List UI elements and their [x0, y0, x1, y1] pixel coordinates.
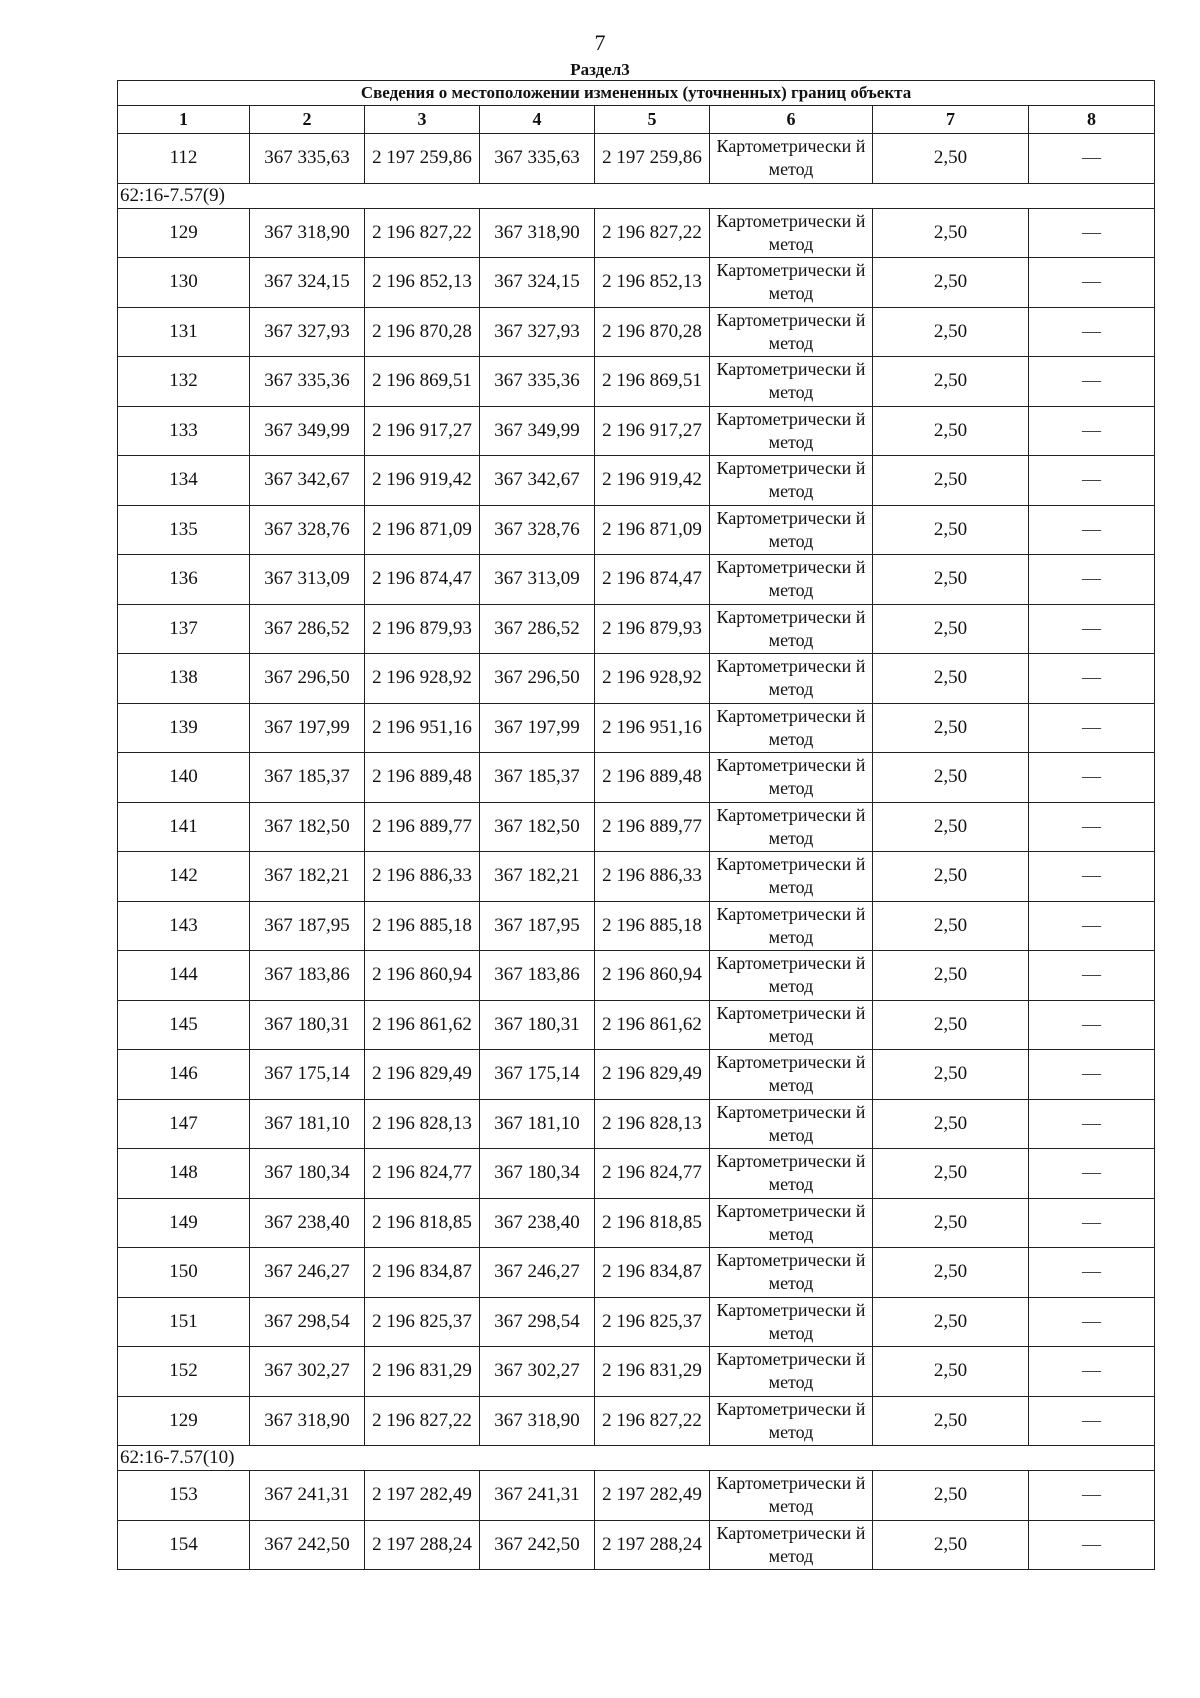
x-coordinate-refined-cell: 367 175,14 — [480, 1050, 595, 1100]
method-cell: Картометрически й метод — [710, 1248, 873, 1298]
method-cell: Картометрически й метод — [710, 505, 873, 555]
accuracy-cell: 2,50 — [873, 1520, 1029, 1570]
x-coordinate-existing-cell: 367 318,90 — [250, 1396, 365, 1446]
y-coordinate-existing-cell: 2 196 818,85 — [365, 1198, 480, 1248]
y-coordinate-refined-cell: 2 196 886,33 — [595, 852, 710, 902]
accuracy-cell: 2,50 — [873, 1248, 1029, 1298]
note-cell: — — [1029, 1520, 1155, 1570]
note-cell: — — [1029, 951, 1155, 1001]
x-coordinate-refined-cell: 367 302,27 — [480, 1347, 595, 1397]
y-coordinate-refined-cell: 2 196 828,13 — [595, 1099, 710, 1149]
y-coordinate-refined-cell: 2 196 889,48 — [595, 753, 710, 803]
point-number-cell: 134 — [118, 456, 250, 506]
method-cell: Картометрически й метод — [710, 1149, 873, 1199]
y-coordinate-refined-cell: 2 196 879,93 — [595, 604, 710, 654]
table-row — [118, 555, 1155, 605]
point-number-cell: 149 — [118, 1198, 250, 1248]
point-number-cell: 136 — [118, 555, 250, 605]
table-caption: Сведения о местоположении измененных (уточненных) границ объекта — [118, 81, 1155, 106]
contour-group-row — [118, 183, 1155, 208]
y-coordinate-existing-cell: 2 196 869,51 — [365, 357, 480, 407]
note-cell: — — [1029, 505, 1155, 555]
point-number-cell: 147 — [118, 1099, 250, 1149]
note-cell: — — [1029, 134, 1155, 184]
method-cell: Картометрически й метод — [710, 1347, 873, 1397]
x-coordinate-existing-cell: 367 238,40 — [250, 1198, 365, 1248]
y-coordinate-refined-cell: 2 196 827,22 — [595, 208, 710, 258]
x-coordinate-existing-cell: 367 187,95 — [250, 901, 365, 951]
x-coordinate-refined-cell: 367 185,37 — [480, 753, 595, 803]
y-coordinate-existing-cell: 2 196 824,77 — [365, 1149, 480, 1199]
note-cell: — — [1029, 208, 1155, 258]
section-title: Раздел3 — [570, 60, 630, 79]
table-row — [118, 753, 1155, 803]
accuracy-cell: 2,50 — [873, 208, 1029, 258]
table-row — [118, 134, 1155, 184]
point-number-cell: 146 — [118, 1050, 250, 1100]
accuracy-cell: 2,50 — [873, 555, 1029, 605]
y-coordinate-refined-cell: 2 196 825,37 — [595, 1297, 710, 1347]
point-number-cell: 153 — [118, 1471, 250, 1521]
x-coordinate-refined-cell: 367 324,15 — [480, 258, 595, 308]
column-number-6: 6 — [710, 106, 873, 134]
x-coordinate-existing-cell: 367 296,50 — [250, 654, 365, 704]
note-cell: — — [1029, 1297, 1155, 1347]
table-row — [118, 1248, 1155, 1298]
accuracy-cell: 2,50 — [873, 1149, 1029, 1199]
x-coordinate-existing-cell: 367 241,31 — [250, 1471, 365, 1521]
point-number-cell: 135 — [118, 505, 250, 555]
x-coordinate-refined-cell: 367 296,50 — [480, 654, 595, 704]
y-coordinate-refined-cell: 2 196 861,62 — [595, 1000, 710, 1050]
x-coordinate-refined-cell: 367 335,63 — [480, 134, 595, 184]
y-coordinate-existing-cell: 2 196 889,48 — [365, 753, 480, 803]
note-cell: — — [1029, 357, 1155, 407]
x-coordinate-existing-cell: 367 197,99 — [250, 703, 365, 753]
note-cell: — — [1029, 901, 1155, 951]
note-cell: — — [1029, 406, 1155, 456]
y-coordinate-refined-cell: 2 196 951,16 — [595, 703, 710, 753]
x-coordinate-refined-cell: 367 180,31 — [480, 1000, 595, 1050]
y-coordinate-refined-cell: 2 197 288,24 — [595, 1520, 710, 1570]
x-coordinate-existing-cell: 367 313,09 — [250, 555, 365, 605]
y-coordinate-existing-cell: 2 196 870,28 — [365, 307, 480, 357]
x-coordinate-refined-cell: 367 187,95 — [480, 901, 595, 951]
y-coordinate-existing-cell: 2 197 259,86 — [365, 134, 480, 184]
x-coordinate-existing-cell: 367 246,27 — [250, 1248, 365, 1298]
x-coordinate-refined-cell: 367 182,21 — [480, 852, 595, 902]
x-coordinate-refined-cell: 367 342,67 — [480, 456, 595, 506]
x-coordinate-existing-cell: 367 327,93 — [250, 307, 365, 357]
table-row — [118, 406, 1155, 456]
y-coordinate-existing-cell: 2 196 871,09 — [365, 505, 480, 555]
y-coordinate-refined-cell: 2 196 831,29 — [595, 1347, 710, 1397]
x-coordinate-existing-cell: 367 302,27 — [250, 1347, 365, 1397]
y-coordinate-existing-cell: 2 196 825,37 — [365, 1297, 480, 1347]
note-cell: — — [1029, 1471, 1155, 1521]
table-row — [118, 1471, 1155, 1521]
table-row — [118, 654, 1155, 704]
method-cell: Картометрически й метод — [710, 1520, 873, 1570]
note-cell: — — [1029, 307, 1155, 357]
accuracy-cell: 2,50 — [873, 654, 1029, 704]
accuracy-cell: 2,50 — [873, 951, 1029, 1001]
y-coordinate-existing-cell: 2 196 874,47 — [365, 555, 480, 605]
method-cell: Картометрически й метод — [710, 1000, 873, 1050]
y-coordinate-refined-cell: 2 196 869,51 — [595, 357, 710, 407]
method-cell: Картометрически й метод — [710, 307, 873, 357]
accuracy-cell: 2,50 — [873, 505, 1029, 555]
accuracy-cell: 2,50 — [873, 1396, 1029, 1446]
table-row — [118, 456, 1155, 506]
table-row — [118, 1520, 1155, 1570]
accuracy-cell: 2,50 — [873, 802, 1029, 852]
table-row — [118, 505, 1155, 555]
x-coordinate-existing-cell: 367 328,76 — [250, 505, 365, 555]
x-coordinate-existing-cell: 367 183,86 — [250, 951, 365, 1001]
method-cell: Картометрически й метод — [710, 1050, 873, 1100]
method-cell: Картометрически й метод — [710, 1297, 873, 1347]
column-number-8: 8 — [1029, 106, 1155, 134]
point-number-cell: 143 — [118, 901, 250, 951]
table-row — [118, 1099, 1155, 1149]
x-coordinate-existing-cell: 367 175,14 — [250, 1050, 365, 1100]
contour-group-row — [118, 1446, 1155, 1471]
method-cell: Картометрически й метод — [710, 555, 873, 605]
accuracy-cell: 2,50 — [873, 307, 1029, 357]
x-coordinate-existing-cell: 367 181,10 — [250, 1099, 365, 1149]
accuracy-cell: 2,50 — [873, 1471, 1029, 1521]
x-coordinate-refined-cell: 367 181,10 — [480, 1099, 595, 1149]
table-row — [118, 357, 1155, 407]
note-cell: — — [1029, 852, 1155, 902]
y-coordinate-refined-cell: 2 196 874,47 — [595, 555, 710, 605]
boundary-coordinates-table — [117, 80, 1155, 1570]
page-number: 7 — [594, 30, 606, 55]
table-row — [118, 852, 1155, 902]
x-coordinate-refined-cell: 367 327,93 — [480, 307, 595, 357]
accuracy-cell: 2,50 — [873, 1099, 1029, 1149]
accuracy-cell: 2,50 — [873, 456, 1029, 506]
note-cell: — — [1029, 258, 1155, 308]
method-cell: Картометрически й метод — [710, 1396, 873, 1446]
x-coordinate-refined-cell: 367 246,27 — [480, 1248, 595, 1298]
contour-label: 62:16-7.57(9) — [118, 183, 1155, 208]
method-cell: Картометрически й метод — [710, 901, 873, 951]
y-coordinate-refined-cell: 2 196 928,92 — [595, 654, 710, 704]
method-cell: Картометрически й метод — [710, 357, 873, 407]
y-coordinate-refined-cell: 2 196 871,09 — [595, 505, 710, 555]
column-number-2: 2 — [250, 106, 365, 134]
x-coordinate-existing-cell: 367 318,90 — [250, 208, 365, 258]
accuracy-cell: 2,50 — [873, 357, 1029, 407]
y-coordinate-refined-cell: 2 196 827,22 — [595, 1396, 710, 1446]
note-cell: — — [1029, 1198, 1155, 1248]
method-cell: Картометрически й метод — [710, 1471, 873, 1521]
note-cell: — — [1029, 802, 1155, 852]
table-row — [118, 1396, 1155, 1446]
column-number-5: 5 — [595, 106, 710, 134]
y-coordinate-existing-cell: 2 196 860,94 — [365, 951, 480, 1001]
note-cell: — — [1029, 703, 1155, 753]
column-number-7: 7 — [873, 106, 1029, 134]
x-coordinate-existing-cell: 367 349,99 — [250, 406, 365, 456]
y-coordinate-existing-cell: 2 196 831,29 — [365, 1347, 480, 1397]
y-coordinate-existing-cell: 2 196 889,77 — [365, 802, 480, 852]
y-coordinate-existing-cell: 2 196 885,18 — [365, 901, 480, 951]
point-number-cell: 140 — [118, 753, 250, 803]
method-cell: Картометрически й метод — [710, 802, 873, 852]
y-coordinate-existing-cell: 2 196 852,13 — [365, 258, 480, 308]
point-number-cell: 141 — [118, 802, 250, 852]
method-cell: Картометрически й метод — [710, 1099, 873, 1149]
y-coordinate-refined-cell: 2 196 829,49 — [595, 1050, 710, 1100]
y-coordinate-existing-cell: 2 196 828,13 — [365, 1099, 480, 1149]
accuracy-cell: 2,50 — [873, 852, 1029, 902]
note-cell: — — [1029, 555, 1155, 605]
x-coordinate-refined-cell: 367 318,90 — [480, 1396, 595, 1446]
x-coordinate-existing-cell: 367 182,21 — [250, 852, 365, 902]
point-number-cell: 151 — [118, 1297, 250, 1347]
point-number-cell: 150 — [118, 1248, 250, 1298]
point-number-cell: 152 — [118, 1347, 250, 1397]
point-number-cell: 154 — [118, 1520, 250, 1570]
x-coordinate-existing-cell: 367 335,36 — [250, 357, 365, 407]
table-row — [118, 604, 1155, 654]
method-cell: Картометрически й метод — [710, 951, 873, 1001]
x-coordinate-refined-cell: 367 313,09 — [480, 555, 595, 605]
table-row — [118, 901, 1155, 951]
x-coordinate-existing-cell: 367 182,50 — [250, 802, 365, 852]
x-coordinate-refined-cell: 367 182,50 — [480, 802, 595, 852]
note-cell: — — [1029, 654, 1155, 704]
column-number-4: 4 — [480, 106, 595, 134]
note-cell: — — [1029, 1396, 1155, 1446]
x-coordinate-refined-cell: 367 298,54 — [480, 1297, 595, 1347]
y-coordinate-existing-cell: 2 196 834,87 — [365, 1248, 480, 1298]
x-coordinate-refined-cell: 367 183,86 — [480, 951, 595, 1001]
method-cell: Картометрически й метод — [710, 852, 873, 902]
note-cell: — — [1029, 753, 1155, 803]
y-coordinate-existing-cell: 2 196 879,93 — [365, 604, 480, 654]
y-coordinate-refined-cell: 2 196 919,42 — [595, 456, 710, 506]
column-number-3: 3 — [365, 106, 480, 134]
point-number-cell: 144 — [118, 951, 250, 1001]
note-cell: — — [1029, 1000, 1155, 1050]
x-coordinate-refined-cell: 367 197,99 — [480, 703, 595, 753]
x-coordinate-existing-cell: 367 242,50 — [250, 1520, 365, 1570]
x-coordinate-existing-cell: 367 180,34 — [250, 1149, 365, 1199]
y-coordinate-refined-cell: 2 196 885,18 — [595, 901, 710, 951]
accuracy-cell: 2,50 — [873, 753, 1029, 803]
x-coordinate-existing-cell: 367 335,63 — [250, 134, 365, 184]
note-cell: — — [1029, 1099, 1155, 1149]
point-number-cell: 137 — [118, 604, 250, 654]
x-coordinate-existing-cell: 367 180,31 — [250, 1000, 365, 1050]
y-coordinate-existing-cell: 2 196 919,42 — [365, 456, 480, 506]
x-coordinate-refined-cell: 367 349,99 — [480, 406, 595, 456]
y-coordinate-refined-cell: 2 197 282,49 — [595, 1471, 710, 1521]
x-coordinate-existing-cell: 367 185,37 — [250, 753, 365, 803]
accuracy-cell: 2,50 — [873, 1297, 1029, 1347]
y-coordinate-existing-cell: 2 197 282,49 — [365, 1471, 480, 1521]
method-cell: Картометрически й метод — [710, 703, 873, 753]
table-row — [118, 1297, 1155, 1347]
x-coordinate-existing-cell: 367 342,67 — [250, 456, 365, 506]
note-cell: — — [1029, 1248, 1155, 1298]
y-coordinate-refined-cell: 2 197 259,86 — [595, 134, 710, 184]
x-coordinate-refined-cell: 367 241,31 — [480, 1471, 595, 1521]
y-coordinate-refined-cell: 2 196 852,13 — [595, 258, 710, 308]
y-coordinate-existing-cell: 2 196 928,92 — [365, 654, 480, 704]
table-row — [118, 703, 1155, 753]
point-number-cell: 148 — [118, 1149, 250, 1199]
x-coordinate-existing-cell: 367 286,52 — [250, 604, 365, 654]
table-row — [118, 1000, 1155, 1050]
accuracy-cell: 2,50 — [873, 901, 1029, 951]
y-coordinate-refined-cell: 2 196 870,28 — [595, 307, 710, 357]
method-cell: Картометрически й метод — [710, 753, 873, 803]
table-row — [118, 1050, 1155, 1100]
y-coordinate-existing-cell: 2 196 951,16 — [365, 703, 480, 753]
x-coordinate-refined-cell: 367 328,76 — [480, 505, 595, 555]
table-row — [118, 802, 1155, 852]
accuracy-cell: 2,50 — [873, 258, 1029, 308]
y-coordinate-existing-cell: 2 196 827,22 — [365, 1396, 480, 1446]
table-row — [118, 951, 1155, 1001]
y-coordinate-refined-cell: 2 196 860,94 — [595, 951, 710, 1001]
note-cell: — — [1029, 1050, 1155, 1100]
y-coordinate-existing-cell: 2 196 917,27 — [365, 406, 480, 456]
table-row — [118, 1198, 1155, 1248]
accuracy-cell: 2,50 — [873, 604, 1029, 654]
method-cell: Картометрически й метод — [710, 654, 873, 704]
accuracy-cell: 2,50 — [873, 134, 1029, 184]
table-body — [118, 134, 1155, 1570]
point-number-cell: 138 — [118, 654, 250, 704]
table-row — [118, 307, 1155, 357]
accuracy-cell: 2,50 — [873, 1198, 1029, 1248]
point-number-cell: 145 — [118, 1000, 250, 1050]
y-coordinate-refined-cell: 2 196 824,77 — [595, 1149, 710, 1199]
accuracy-cell: 2,50 — [873, 1347, 1029, 1397]
table-row — [118, 208, 1155, 258]
y-coordinate-refined-cell: 2 196 834,87 — [595, 1248, 710, 1298]
x-coordinate-existing-cell: 367 324,15 — [250, 258, 365, 308]
y-coordinate-existing-cell: 2 197 288,24 — [365, 1520, 480, 1570]
x-coordinate-refined-cell: 367 180,34 — [480, 1149, 595, 1199]
note-cell: — — [1029, 1347, 1155, 1397]
note-cell: — — [1029, 456, 1155, 506]
method-cell: Картометрически й метод — [710, 208, 873, 258]
y-coordinate-existing-cell: 2 196 827,22 — [365, 208, 480, 258]
note-cell: — — [1029, 1149, 1155, 1199]
method-cell: Картометрически й метод — [710, 134, 873, 184]
y-coordinate-refined-cell: 2 196 917,27 — [595, 406, 710, 456]
y-coordinate-existing-cell: 2 196 829,49 — [365, 1050, 480, 1100]
y-coordinate-refined-cell: 2 196 889,77 — [595, 802, 710, 852]
column-number-row — [118, 106, 1155, 134]
accuracy-cell: 2,50 — [873, 703, 1029, 753]
column-number-1: 1 — [118, 106, 250, 134]
contour-label: 62:16-7.57(10) — [118, 1446, 1155, 1471]
point-number-cell: 142 — [118, 852, 250, 902]
accuracy-cell: 2,50 — [873, 406, 1029, 456]
method-cell: Картометрически й метод — [710, 604, 873, 654]
accuracy-cell: 2,50 — [873, 1000, 1029, 1050]
method-cell: Картометрически й метод — [710, 456, 873, 506]
point-number-cell: 129 — [118, 1396, 250, 1446]
point-number-cell: 133 — [118, 406, 250, 456]
x-coordinate-refined-cell: 367 242,50 — [480, 1520, 595, 1570]
method-cell: Картометрически й метод — [710, 406, 873, 456]
point-number-cell: 131 — [118, 307, 250, 357]
point-number-cell: 129 — [118, 208, 250, 258]
x-coordinate-refined-cell: 367 335,36 — [480, 357, 595, 407]
y-coordinate-refined-cell: 2 196 818,85 — [595, 1198, 710, 1248]
point-number-cell: 130 — [118, 258, 250, 308]
y-coordinate-existing-cell: 2 196 861,62 — [365, 1000, 480, 1050]
table-row — [118, 1149, 1155, 1199]
method-cell: Картометрически й метод — [710, 258, 873, 308]
y-coordinate-existing-cell: 2 196 886,33 — [365, 852, 480, 902]
x-coordinate-refined-cell: 367 286,52 — [480, 604, 595, 654]
point-number-cell: 112 — [118, 134, 250, 184]
point-number-cell: 132 — [118, 357, 250, 407]
note-cell: — — [1029, 604, 1155, 654]
x-coordinate-refined-cell: 367 318,90 — [480, 208, 595, 258]
x-coordinate-refined-cell: 367 238,40 — [480, 1198, 595, 1248]
accuracy-cell: 2,50 — [873, 1050, 1029, 1100]
table-row — [118, 1347, 1155, 1397]
table-row — [118, 258, 1155, 308]
x-coordinate-existing-cell: 367 298,54 — [250, 1297, 365, 1347]
method-cell: Картометрически й метод — [710, 1198, 873, 1248]
point-number-cell: 139 — [118, 703, 250, 753]
